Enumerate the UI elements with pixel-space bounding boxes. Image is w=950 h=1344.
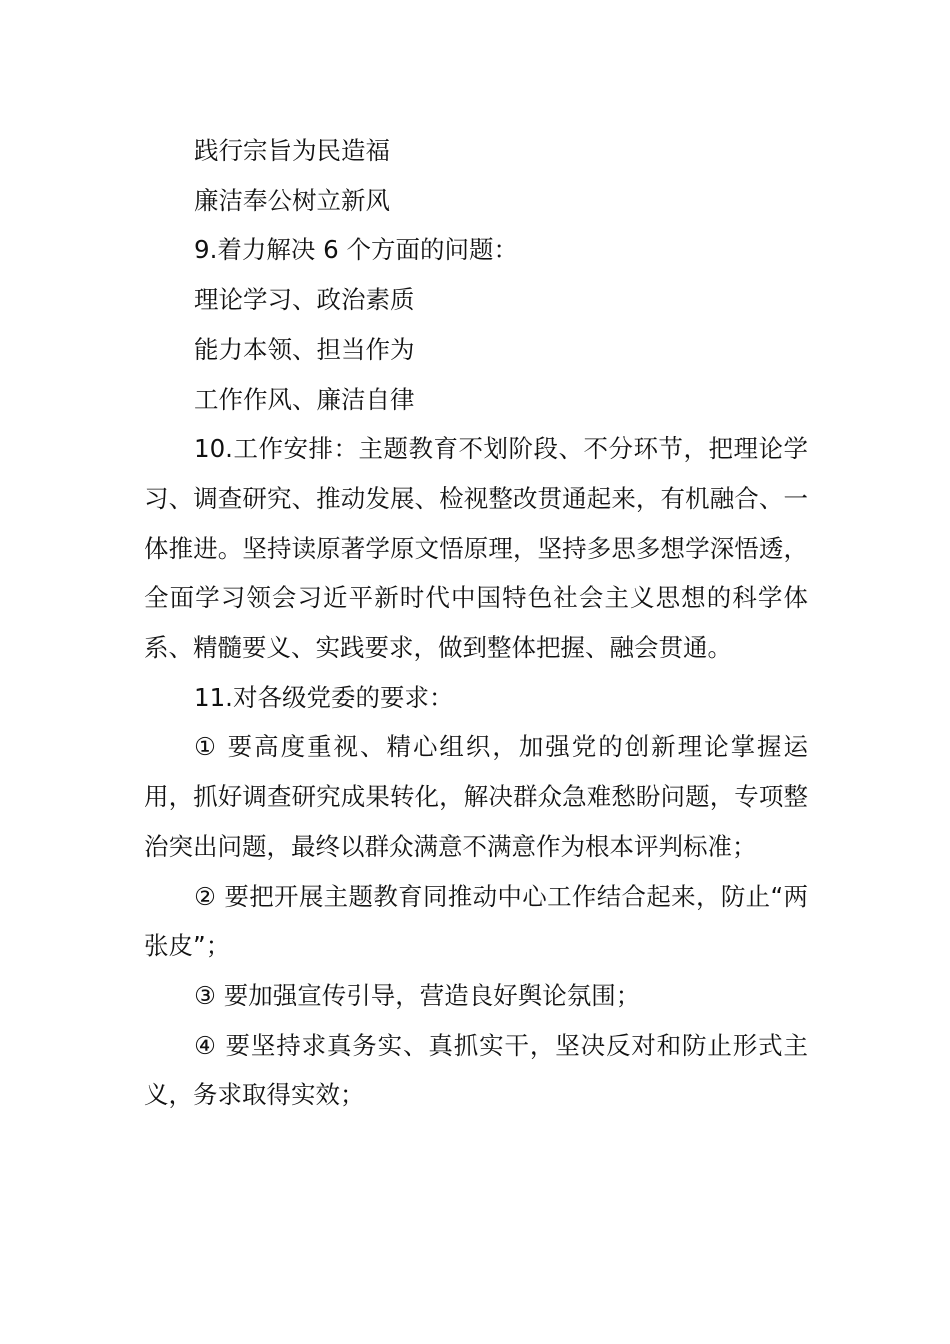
paragraph-requirement-1: ① 要高度重视、精心组织，加强党的创新理论掌握运用，抓好调查研究成果转化，解决群众急难愁盼问题，专项整治突出问题，最终以群众满意不满意作为根本评判标准； bbox=[144, 732, 808, 861]
paragraph-motto-1: 践行宗旨为民造福 bbox=[194, 136, 390, 165]
paragraph-item-9-line-2: 能力本领、担当作为 bbox=[194, 334, 415, 364]
paragraph-item-9-line-3: 工作作风、廉洁自律 bbox=[194, 384, 415, 414]
paragraph-requirement-4: ④ 要坚持求真务实、真抓实干，坚决反对和防止形式主义，务求取得实效； bbox=[144, 1030, 808, 1110]
paragraph-item-10-work-arrangement: 10.工作安排：主题教育不划阶段、不分环节，把理论学习、调查研究、推动发展、检视整改贯通起来，有机融合、一体推进。坚持读原著学原文悟原理，坚持多思多想学深悟透，全面学习领会习近平新时代中国特色社会主义思想的科学体系、精髓要义、实践要求，做到整体把握、融会贯通。 bbox=[144, 434, 808, 663]
document-body bbox=[144, 126, 808, 1120]
paragraph-requirement-3: ③ 要加强宣传引导，营造良好舆论氛围； bbox=[194, 980, 641, 1010]
paragraph-item-9-heading: 9.着力解决 6 个方面的问题： bbox=[194, 235, 519, 265]
paragraph-requirement-2: ② 要把开展主题教育同推动中心工作结合起来，防止“两张皮”； bbox=[144, 881, 808, 961]
paragraph-motto-2: 廉洁奉公树立新风 bbox=[194, 185, 390, 215]
paragraph-item-9-line-1: 理论学习、政治素质 bbox=[194, 285, 415, 315]
paragraph-item-11-heading: 11.对各级党委的要求： bbox=[194, 682, 454, 712]
